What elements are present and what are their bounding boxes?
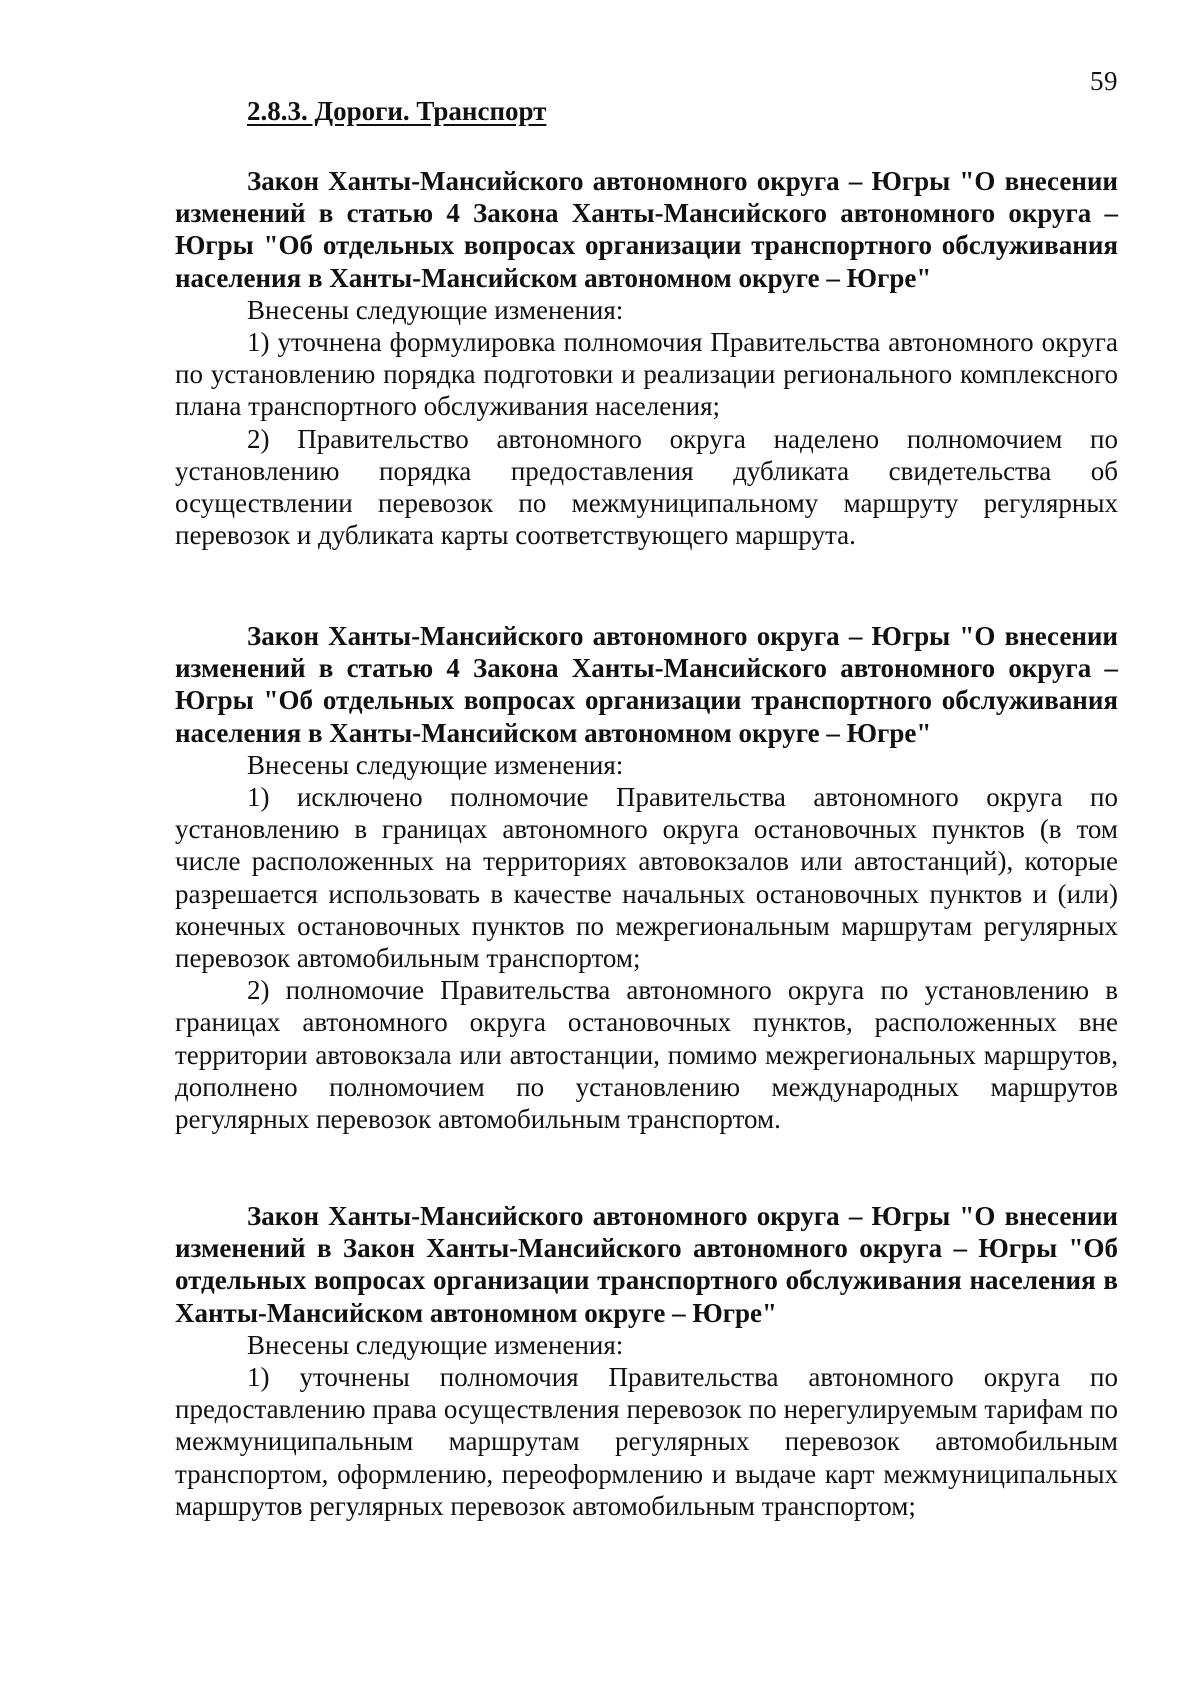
- page-number: 59: [1090, 66, 1118, 96]
- law-block: [175, 165, 1118, 551]
- law-title: Закон Ханты-Мансийского автономного округа – Югры "О внесении изменений в статью 4 Закона Ханты-Мансийского автономного округа – Югры "Об отдельных вопросах организации транспортного обслуживания населения в Ханты-Мансийском автономном округе – Югре": [175, 621, 1118, 748]
- change-item: 1) уточнены полномочия Правительства автономного округа по предоставлению права осуществления перевозок по нерегулируемым тарифам по межмуниципальным маршрутам регулярных перевозок автомобильным транспортом, оформлению, переоформлению и выдаче карт межмуниципальных маршрутов регулярных перевозок автомобильным транспортом;: [175, 1362, 1118, 1521]
- law-title: Закон Ханты-Мансийского автономного округа – Югры "О внесении изменений в статью 4 Закона Ханты-Мансийского автономного округа – Югры "Об отдельных вопросах организации транспортного обслуживания населения в Ханты-Мансийском автономном округе – Югре": [175, 166, 1118, 293]
- change-item: 2) полномочие Правительства автономного округа по установлению в границах автономного округа остановочных пунктов, расположенных вне территории автовокзала или автостанции, помимо межрегиональных маршрутов, дополнено полномочием по установлению международных маршрутов регулярных перевозок автомобильным транспортом.: [175, 975, 1118, 1135]
- changes-intro: Внесены следующие изменения:: [247, 749, 624, 780]
- change-item: 1) исключено полномочие Правительства автономного округа по установлению в границах автономного округа остановочных пунктов (в том числе расположенных на территориях автовокзалов или автостанций), которые разрешается использовать в качестве начальных остановочных пунктов и (или) конечных остановочных пунктов по межрегиональным маршрутам регулярных перевозок автомобильным транспортом;: [175, 782, 1118, 974]
- law-block: [175, 1200, 1118, 1522]
- changes-intro: Внесены следующие изменения:: [247, 1329, 624, 1360]
- changes-intro: Внесены следующие изменения:: [247, 294, 624, 325]
- section-heading: 2.8.3. Дороги. Транспорт: [247, 96, 547, 126]
- change-item: 1) уточнена формулировка полномочия Правительства автономного округа по установлению порядка подготовки и реализации регионального комплексного плана транспортного обслуживания населения;: [175, 327, 1118, 422]
- law-block: [175, 620, 1118, 1135]
- law-title: Закон Ханты-Мансийского автономного округа – Югры "О внесении изменений в Закон Ханты-Мансийского автономного округа – Югры "Об отдельных вопросах организации транспортного обслуживания населения в Ханты-Мансийском автономном округе – Югре": [175, 1201, 1118, 1328]
- change-item: 2) Правительство автономного округа наделено полномочием по установлению порядка предоставления дубликата свидетельства об осуществлении перевозок по межмуниципальному маршруту регулярных перевозок и дубликата карты соответствующего маршрута.: [175, 423, 1118, 551]
